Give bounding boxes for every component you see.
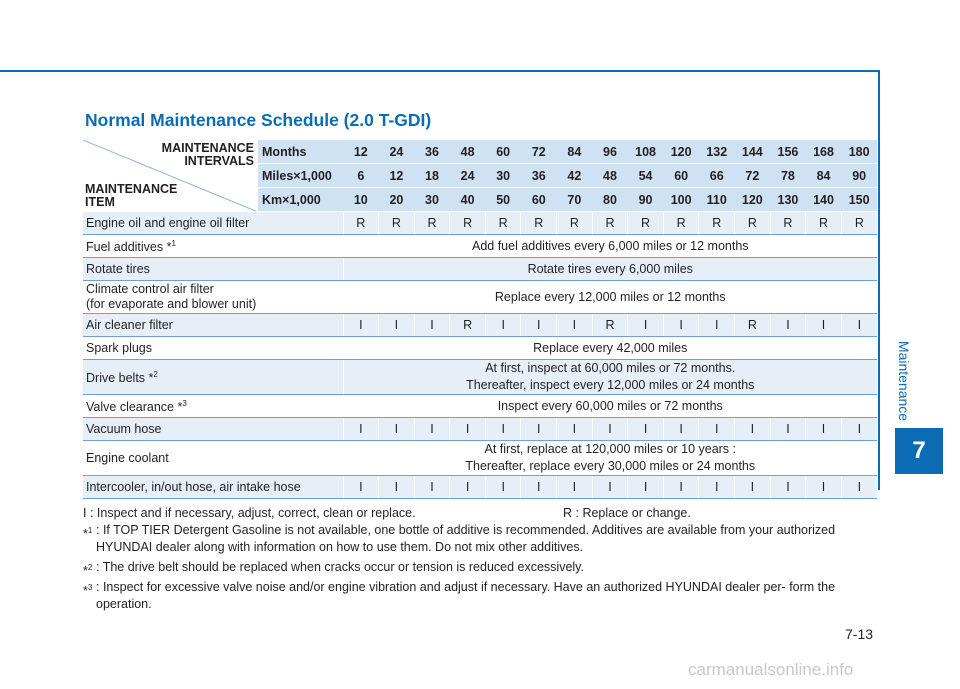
maintenance-item-row <box>83 476 877 499</box>
schedule-cell: I <box>592 476 628 499</box>
schedule-cell: I <box>841 314 877 337</box>
schedule-cell: I <box>770 418 806 441</box>
maintenance-item-label: Engine oil and engine oil filter <box>83 212 343 235</box>
schedule-note: Rotate tires every 6,000 miles <box>343 258 877 281</box>
schedule-cell: R <box>414 212 450 235</box>
schedule-cell: I <box>557 418 593 441</box>
schedule-cell: I <box>379 418 415 441</box>
schedule-cell: I <box>663 418 699 441</box>
interval-row <box>83 140 877 164</box>
footnote <box>83 559 873 579</box>
schedule-cell: R <box>450 212 486 235</box>
maintenance-item-label: Spark plugs <box>83 337 343 360</box>
maintenance-item-label: Vacuum hose <box>83 418 343 441</box>
schedule-cell: I <box>521 418 557 441</box>
page-number: 7-13 <box>845 626 874 642</box>
interval-value: 18 <box>414 164 450 188</box>
interval-value: 60 <box>521 188 557 212</box>
schedule-cell: R <box>841 212 877 235</box>
footnote <box>83 522 873 556</box>
schedule-cell: I <box>485 418 521 441</box>
schedule-cell: I <box>414 314 450 337</box>
maintenance-item-label: Intercooler, in/out hose, air intake hose <box>83 476 343 499</box>
footnote-text: : The drive belt should be replaced when cracks occur or tension is reduced excessively. <box>96 560 584 574</box>
legend-inspect: I : Inspect and if necessary, adjust, correct, clean or replace. <box>83 506 416 520</box>
interval-value: 50 <box>485 188 521 212</box>
interval-value: 48 <box>592 164 628 188</box>
schedule-cell: I <box>414 476 450 499</box>
interval-unit: Months <box>258 140 343 164</box>
schedule-cell: R <box>663 212 699 235</box>
maintenance-item-row <box>83 281 877 314</box>
schedule-cell: R <box>735 212 771 235</box>
interval-value: 168 <box>806 140 842 164</box>
section-side-label: Maintenance <box>896 340 913 422</box>
notes-section <box>83 505 873 616</box>
schedule-cell: I <box>663 476 699 499</box>
maintenance-item-label: Fuel additives *$^1$ <box>83 235 343 258</box>
maintenance-item-row <box>83 337 877 360</box>
interval-value: 60 <box>485 140 521 164</box>
schedule-cell: I <box>770 314 806 337</box>
schedule-cell: R <box>343 212 379 235</box>
schedule-cell: I <box>841 418 877 441</box>
schedule-note: At first, inspect at 60,000 miles or 72 months. Thereafter, inspect every 12,000 miles or 24 months <box>343 360 877 395</box>
schedule-cell: R <box>379 212 415 235</box>
schedule-cell: I <box>628 314 664 337</box>
schedule-cell: I <box>806 476 842 499</box>
schedule-cell: I <box>450 476 486 499</box>
interval-value: 24 <box>379 140 415 164</box>
interval-value: 78 <box>770 164 806 188</box>
interval-value: 72 <box>735 164 771 188</box>
schedule-cell: I <box>699 418 735 441</box>
corner-item-label: MAINTENANCE ITEM <box>85 182 178 209</box>
footnote <box>83 579 873 613</box>
interval-value: 72 <box>521 140 557 164</box>
interval-value: 132 <box>699 140 735 164</box>
interval-value: 12 <box>379 164 415 188</box>
interval-value: 54 <box>628 164 664 188</box>
footnote-marker: 1 <box>171 239 176 249</box>
schedule-note: Replace every 42,000 miles <box>343 337 877 360</box>
schedule-cell: I <box>521 314 557 337</box>
maintenance-item-label: Engine coolant <box>83 441 343 476</box>
page-title: Normal Maintenance Schedule (2.0 T-GDI) <box>85 110 432 130</box>
schedule-cell: I <box>841 476 877 499</box>
schedule-cell: I <box>592 418 628 441</box>
footnote-text: : If TOP TIER Detergent Gasoline is not available, one bottle of additive is recommended. Additives are available from your authorized HYUNDAI dealer along with information on how to use them. Do not mix other additives. <box>96 523 836 554</box>
schedule-cell: I <box>343 314 379 337</box>
watermark: carmanualsonline.info <box>688 660 854 679</box>
schedule-cell: R <box>557 212 593 235</box>
top-rule <box>0 70 878 72</box>
maintenance-item-row <box>83 360 877 395</box>
maintenance-item-label: Climate control air filter (for evaporate and blower unit) <box>83 281 343 314</box>
interval-value: 120 <box>663 140 699 164</box>
interval-value: 90 <box>841 164 877 188</box>
maintenance-item-label: Valve clearance *$^3$ <box>83 395 343 418</box>
interval-value: 144 <box>735 140 771 164</box>
chapter-tab: 7 <box>895 428 943 474</box>
interval-unit: Km×1,000 <box>258 188 343 212</box>
maintenance-item-row <box>83 441 877 476</box>
schedule-cell: I <box>735 418 771 441</box>
interval-value: 36 <box>414 140 450 164</box>
interval-value: 140 <box>806 188 842 212</box>
schedule-cell: R <box>521 212 557 235</box>
interval-value: 40 <box>450 188 486 212</box>
schedule-cell: I <box>628 476 664 499</box>
legend-replace: R : Replace or change. <box>563 506 691 520</box>
interval-value: 80 <box>592 188 628 212</box>
schedule-cell: R <box>806 212 842 235</box>
interval-value: 96 <box>592 140 628 164</box>
schedule-cell: I <box>699 314 735 337</box>
maintenance-item-row <box>83 235 877 258</box>
schedule-note: At first, replace at 120,000 miles or 10 years : Thereafter, replace every 30,000 miles or 24 months <box>343 441 877 476</box>
schedule-cell: I <box>379 314 415 337</box>
interval-value: 100 <box>663 188 699 212</box>
footnote-marker: 2 <box>153 370 158 380</box>
footnote-mark: *$^1$ <box>83 526 93 542</box>
interval-value: 12 <box>343 140 379 164</box>
schedule-cell: R <box>628 212 664 235</box>
maintenance-item-row <box>83 395 877 418</box>
interval-value: 24 <box>450 164 486 188</box>
maintenance-item-row <box>83 418 877 441</box>
interval-value: 90 <box>628 188 664 212</box>
interval-value: 156 <box>770 140 806 164</box>
schedule-cell: I <box>806 418 842 441</box>
interval-value: 84 <box>557 140 593 164</box>
interval-value: 6 <box>343 164 379 188</box>
maintenance-item-label: Drive belts *$^2$ <box>83 360 343 395</box>
interval-value: 30 <box>485 164 521 188</box>
schedule-cell: R <box>450 314 486 337</box>
maintenance-item-label: Air cleaner filter <box>83 314 343 337</box>
interval-value: 60 <box>663 164 699 188</box>
interval-value: 48 <box>450 140 486 164</box>
interval-unit: Miles×1,000 <box>258 164 343 188</box>
interval-value: 84 <box>806 164 842 188</box>
schedule-cell: I <box>735 476 771 499</box>
schedule-note: Add fuel additives every 6,000 miles or 12 months <box>343 235 877 258</box>
footnote-text: : Inspect for excessive valve noise and/or engine vibration and adjust if necessary. Have an authorized HYUNDAI dealer per- form the operation. <box>96 580 836 611</box>
legend <box>83 505 873 522</box>
schedule-cell: I <box>699 476 735 499</box>
schedule-cell: R <box>592 314 628 337</box>
footnote-mark: *$^2$ <box>83 563 93 579</box>
interval-value: 30 <box>414 188 450 212</box>
table-corner-header <box>83 140 258 212</box>
footnote-marker: 3 <box>182 399 187 409</box>
schedule-cell: I <box>663 314 699 337</box>
schedule-note: Replace every 12,000 miles or 12 months <box>343 281 877 314</box>
schedule-note: Inspect every 60,000 miles or 72 months <box>343 395 877 418</box>
interval-value: 70 <box>557 188 593 212</box>
interval-value: 120 <box>735 188 771 212</box>
interval-value: 10 <box>343 188 379 212</box>
footnote-mark: *$^3$ <box>83 583 93 599</box>
corner-intervals-label: MAINTENANCE INTERVALS <box>161 141 255 168</box>
schedule-cell: R <box>735 314 771 337</box>
schedule-cell: I <box>343 476 379 499</box>
schedule-cell: R <box>770 212 806 235</box>
schedule-cell: I <box>485 476 521 499</box>
maintenance-item-row <box>83 258 877 281</box>
schedule-cell: R <box>592 212 628 235</box>
schedule-cell: I <box>770 476 806 499</box>
schedule-cell: I <box>557 476 593 499</box>
schedule-cell: I <box>485 314 521 337</box>
interval-value: 20 <box>379 188 415 212</box>
schedule-cell: I <box>521 476 557 499</box>
schedule-cell: R <box>485 212 521 235</box>
schedule-cell: I <box>379 476 415 499</box>
maintenance-item-row <box>83 212 877 235</box>
schedule-cell: I <box>806 314 842 337</box>
interval-value: 42 <box>557 164 593 188</box>
maintenance-item-label: Rotate tires <box>83 258 343 281</box>
schedule-cell: I <box>557 314 593 337</box>
side-rule <box>878 70 880 490</box>
schedule-cell: I <box>628 418 664 441</box>
interval-value: 110 <box>699 188 735 212</box>
schedule-cell: R <box>699 212 735 235</box>
interval-value: 150 <box>841 188 877 212</box>
interval-value: 36 <box>521 164 557 188</box>
interval-value: 130 <box>770 188 806 212</box>
interval-value: 66 <box>699 164 735 188</box>
interval-value: 108 <box>628 140 664 164</box>
maintenance-item-row <box>83 314 877 337</box>
schedule-cell: I <box>450 418 486 441</box>
schedule-cell: I <box>414 418 450 441</box>
maintenance-schedule-table <box>83 140 877 499</box>
interval-value: 180 <box>841 140 877 164</box>
schedule-cell: I <box>343 418 379 441</box>
